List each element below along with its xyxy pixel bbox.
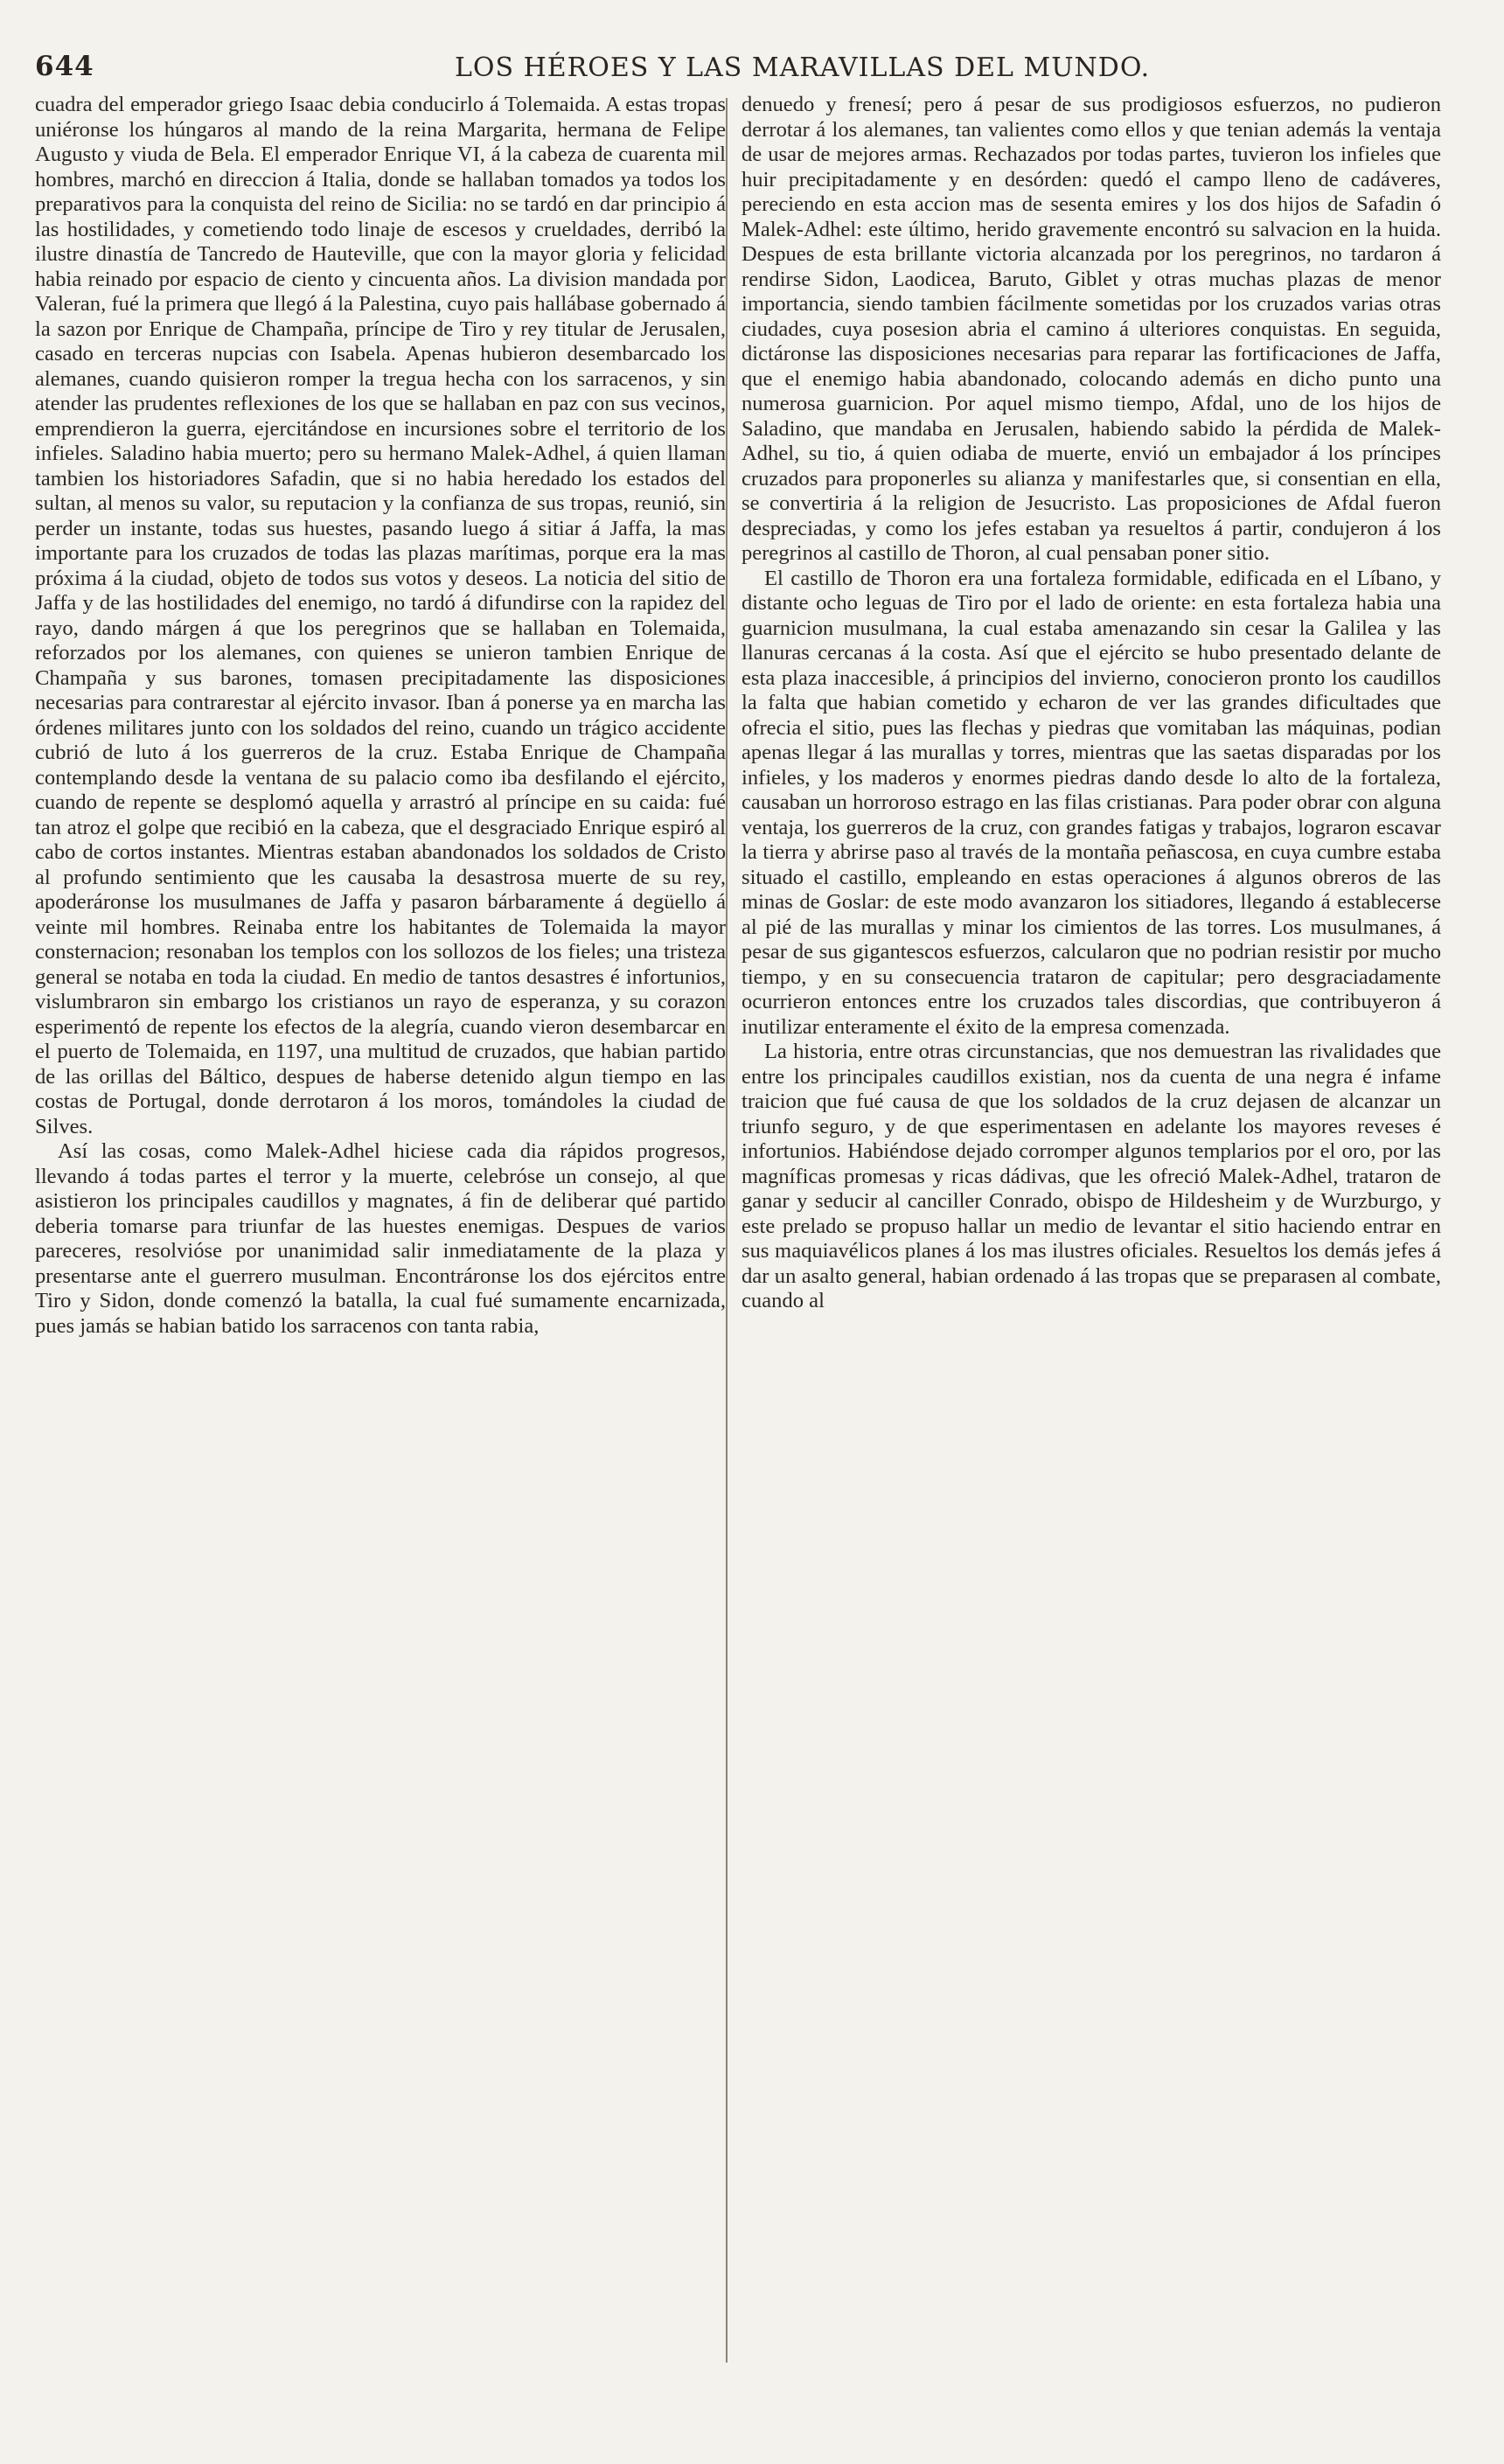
right-paragraph-3: La historia, entre otras circunstancias, que nos demuestran las rivalidades que entre los principales caudillos existian, nos da cuenta de una negra é infame traicion que fué causa de que los soldados de la cruz dejasen de alcanzar un triunfo seguro, y de que esperimentasen en adelante los mayores reveses é infortunios. Habiéndose dejado corromper algunos templarios por el oro, por las magníficas promesas y ricas dádivas, que les ofreció Malek-Adhel, trataron de ganar y seducir al canciller Conrado, obispo de Hildesheim y de Wurzburgo, y este prelado se propuso hallar un medio de levantar el sitio haciendo entrar en sus maquiavélicos planes á los mas ilustres oficiales. Resueltos los demás jefes á dar un asalto general, habian ordenado á las tropas que se preparasen al combate, cuando al xyxy=(742,1040,1441,1312)
right-column xyxy=(742,93,1441,2427)
right-paragraph-2: El castillo de Thoron era una fortaleza formidable, edificada en el Líbano, y distante ocho leguas de Tiro por el lado de oriente: en esta fortaleza habia una guarnicion musulmana, la cual estaba amenazando sin cesar la Galilea y las llanuras cercanas á la costa. Así que el ejército se hubo presentado delante de esta plaza inaccesible, á principios del invierno, conocieron pronto los caudillos la falta que habian cometido y echaron de ver las grandes dificultades que ofrecia el sitio, pues las flechas y piedras que vomitaban las máquinas, podian apenas llegar á las murallas y torres, mientras que las saetas disparadas por los infieles, y los maderos y enormes piedras dando desde lo alto de la fortaleza, causaban un horroroso estrago en las filas cristianas. Para poder obrar con alguna ventaja, los guerreros de la cruz, con grandes fatigas y trabajos, lograron escavar la tierra y abrirse paso al través de la montaña peñascosa, en cuya cumbre estaba situado el castillo, empleando en estas operaciones á algunos obreros de las minas de Goslar: de este modo avanzaron los sitiadores, llegando á establecerse al pié de las murallas y minar los cimientos de las torres. Los musulmanes, á pesar de sus gigantescos esfuerzos, calcularon que no podrian resistir por mucho tiempo, y en su consecuencia trataron de capitular; pero desgraciadamente ocurrieron entonces entre los cruzados tales discordias, que contribuyeron á inutilizar enteramente el éxito de la empresa comenzada. xyxy=(742,566,1441,1039)
column-divider xyxy=(726,98,728,2363)
left-paragraph-1: cuadra del emperador griego Isaac debia conducirlo á Tolemaida. A estas tropas uniéronse los húngaros al mando de la reina Margarita, hermana de Felipe Augusto y viuda de Bela. El emperador Enrique VI, á la cabeza de cuarenta mil hombres, marchó en direccion á Italia, donde se hallaban tomados ya todos los preparativos para la conquista del reino de Sicilia: no se tardó en dar principio á las hostilidades, y cometiendo todo linaje de escesos y crueldades, derribó la ilustre dinastía de Tancredo de Hauteville, que con la mayor gloria y felicidad habia reinado por espacio de ciento y cincuenta años. La division mandada por Valeran, fué la primera que llegó á la Palestina, cuyo pais hallábase gobernado á la sazon por Enrique de Champaña, príncipe de Tiro y rey titular de Jerusalen, casado en terceras nupcias con Isabela. Apenas hubieron desembarcado los alemanes, cuando quisieron romper la tregua hecha con los sarracenos, y sin atender las prudentes reflexiones de los que se hallaban en paz con sus vecinos, emprendieron la guerra, ejercitándose en incursiones sobre el territorio de los infieles. Saladino habia muerto; pero su hermano Malek-Adhel, á quien llaman tambien los historiadores Safadin, que si no habia heredado los estados del sultan, al menos su valor, su reputacion y la confianza de sus tropas, reunió, sin perder un instante, todas sus huestes, pasando luego á sitiar á Jaffa, la mas importante para los cruzados de todas las plazas marítimas, porque era la mas próxima á la ciudad, objeto de todos sus votos y deseos. La noticia del sitio de Jaffa y de las hostilidades del enemigo, no tardó á difundirse con la rapidez del rayo, dando márgen á que los peregrinos que se hallaban en Tolemaida, reforzados por los alemanes, con quienes se unieron tambien Enrique de Champaña y sus barones, tomasen precipitadamente las disposiciones necesarias para contrarestar al ejército invasor. Iban á ponerse ya en marcha las órdenes militares junto con los soldados del reino, cuando un trágico accidente cubrió de luto á los guerreros de la cruz. Estaba Enrique de Champaña contemplando desde la ventana de su palacio como iba desfilando el ejército, cuando de repente se desplomó aquella y arrastró al príncipe en su caida: fué tan atroz el golpe que recibió en la cabeza, que el desgraciado Enrique espiró al cabo de cortos instantes. Mientras estaban abandonados los soldados de Cristo al profundo sentimiento que les causaba la desastrosa muerte de su rey, apoderáronse los musulmanes de Jaffa y pasaron bárbaramente á degüello á veinte mil hombres. Reinaba entre los habitantes de Tolemaida la mayor consternacion; resonaban los templos con los sollozos de los fieles; una tristeza general se notaba en toda la ciudad. En medio de tantos desastres é infortunios, vislumbraron sin embargo los cristianos un rayo de esperanza, y su corazon esperimentó de repente los efectos de la alegría, cuando vieron desembarcar en el puerto de Tolemaida, en 1197, una multitud de cruzados, que habian partido de las orillas del Báltico, despues de haberse detenido algun tiempo en las costas de Portugal, donde derrotaron á los moros, tomándoles la ciudad de Silves. xyxy=(35,93,726,1138)
left-column xyxy=(35,93,726,2427)
left-paragraph-2: Así las cosas, como Malek-Adhel hiciese cada dia rápidos progresos, llevando á todas partes el terror y la muerte, celebróse un consejo, al que asistieron los principales caudillos y magnates, á fin de deliberar qué partido deberia tomarse para triunfar de las huestes enemigas. Despues de varios pareceres, resolvióse por unanimidad salir inmediatamente de la plaza y presentarse ante el guerrero musulman. Encontráronse los dos ejércitos entre Tiro y Sidon, donde comenzó la batalla, la cual fué sumamente encarnizada, pues jamás se habian batido los sarracenos con tanta rabia, xyxy=(35,1139,726,1338)
running-title: LOS HÉROES Y LAS MARAVILLAS DEL MUNDO. xyxy=(455,52,1151,83)
page-number: 644 xyxy=(35,51,94,82)
page-header xyxy=(35,51,1478,86)
right-paragraph-1: denuedo y frenesí; pero á pesar de sus prodigiosos esfuerzos, no pudieron derrotar á los alemanes, tan valientes como ellos y que tenian además la ventaja de usar de mejores armas. Rechazados por todas partes, tuvieron los infieles que huir precipitadamente y en desórden: quedó el campo lleno de cadáveres, pereciendo en esta accion mas de sesenta emires y los dos hijos de Safadin ó Malek-Adhel: este último, herido gravemente encontró su salvacion en la huida. Despues de esta brillante victoria alcanzada por los peregrinos, no tardaron á rendirse Sidon, Laodicea, Baruto, Giblet y otras muchas plazas de menor importancia, siendo tambien fácilmente sometidas por los cruzados varias otras ciudades, cuya posesion abria el camino á ulteriores conquistas. En seguida, dictáronse las disposiciones necesarias para reparar las fortificaciones de Jaffa, que el enemigo habia abandonado, colocando además en dicho punto una numerosa guarnicion. Por aquel mismo tiempo, Afdal, uno de los hijos de Saladino, que mandaba en Jerusalen, habiendo sabido la pérdida de Malek-Adhel, su tio, á quien odiaba de muerte, envió un embajador á los príncipes cruzados para proponerles su alianza y manifestarles que, si consentian en ella, se convertiria á la religion de Jesucristo. Las proposiciones de Afdal fueron despreciadas, y como los jefes estaban ya resueltos á partir, condujeron á los peregrinos al castillo de Thoron, al cual pensaban poner sitio. xyxy=(742,93,1441,565)
